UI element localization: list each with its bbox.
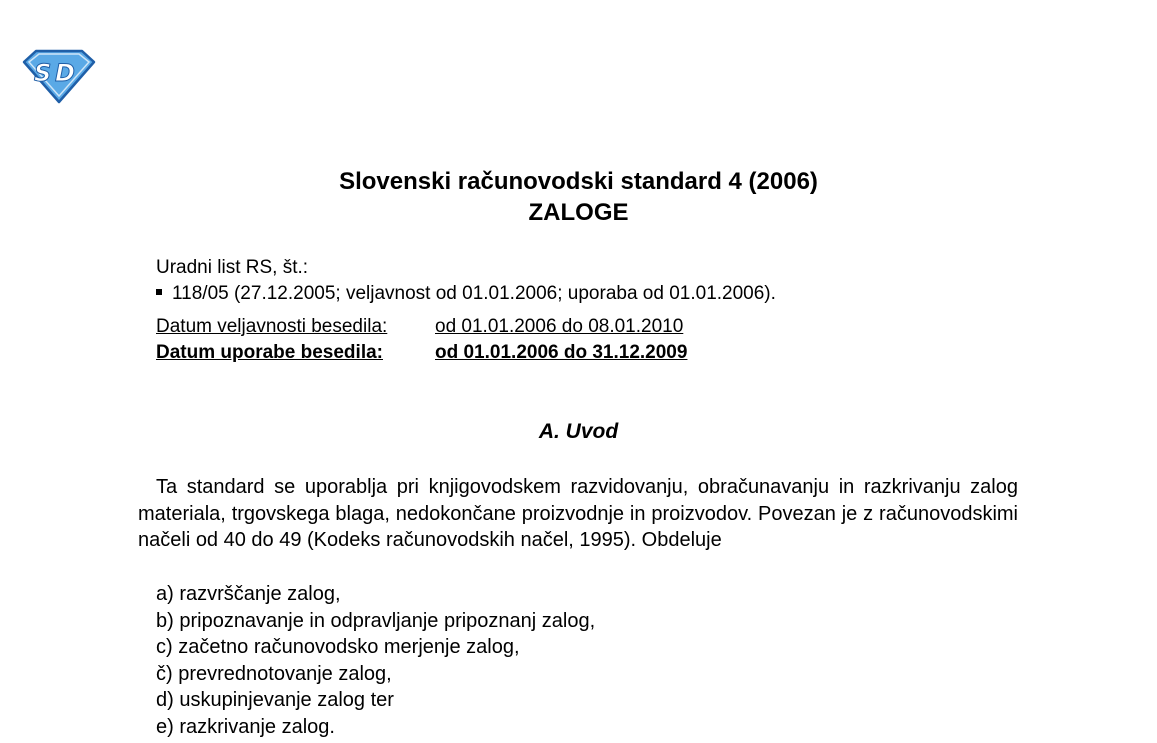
- list-item: c) začetno računovodsko merjenje zalog,: [156, 636, 520, 658]
- use-date-value: od 01.01.2006 do 31.12.2009: [435, 342, 688, 363]
- gazette-entry-row: [156, 281, 776, 307]
- gazette-label: Uradni list RS, št.:: [156, 257, 309, 278]
- sd-logo-icon: [22, 48, 96, 104]
- intro-paragraph: Ta standard se uporablja pri knjigovodskem razvidovanju, obračunavanju in razkrivanju zalog materiala, trgovskega blaga, nedokončane proizvodnje in proizvodov. Povezan je z računovodskimi načeli od 40 do 49 (Kodeks računovodskih načel, 1995). Obdeluje: [138, 476, 1018, 551]
- list-item: e) razkrivanje zalog.: [156, 715, 335, 738]
- title-line-2: ZALOGE: [528, 199, 629, 226]
- gazette-entry: 118/05 (27.12.2005; veljavnost od 01.01.2006; uporaba od 01.01.2006).: [172, 283, 776, 304]
- list-item: č) prevrednotovanje zalog,: [156, 662, 392, 685]
- dates-block: [156, 314, 687, 366]
- title-line-1: Slovenski računovodski standard 4 (2006): [339, 168, 818, 195]
- svg-text:S: S: [34, 59, 52, 87]
- list-item: d) uskupinjevanje zalog ter: [156, 689, 394, 711]
- official-gazette-info: [156, 255, 776, 307]
- section-heading: A. Uvod: [538, 420, 619, 443]
- validity-date-value: od 01.01.2006 do 08.01.2010: [435, 316, 684, 337]
- use-date-label: Datum uporabe besedila:: [156, 342, 383, 363]
- topics-list: [156, 581, 595, 740]
- bullet-icon: [156, 289, 162, 295]
- use-date-row: [156, 340, 687, 366]
- validity-date-label: Datum veljavnosti besedila:: [156, 316, 388, 337]
- svg-text:D: D: [55, 59, 75, 87]
- list-item: a) razvrščanje zalog,: [156, 583, 341, 605]
- validity-date-row: [156, 314, 687, 340]
- list-item: b) pripoznavanje in odpravljanje pripoznanj zalog,: [156, 609, 596, 632]
- document-title: [0, 166, 1157, 228]
